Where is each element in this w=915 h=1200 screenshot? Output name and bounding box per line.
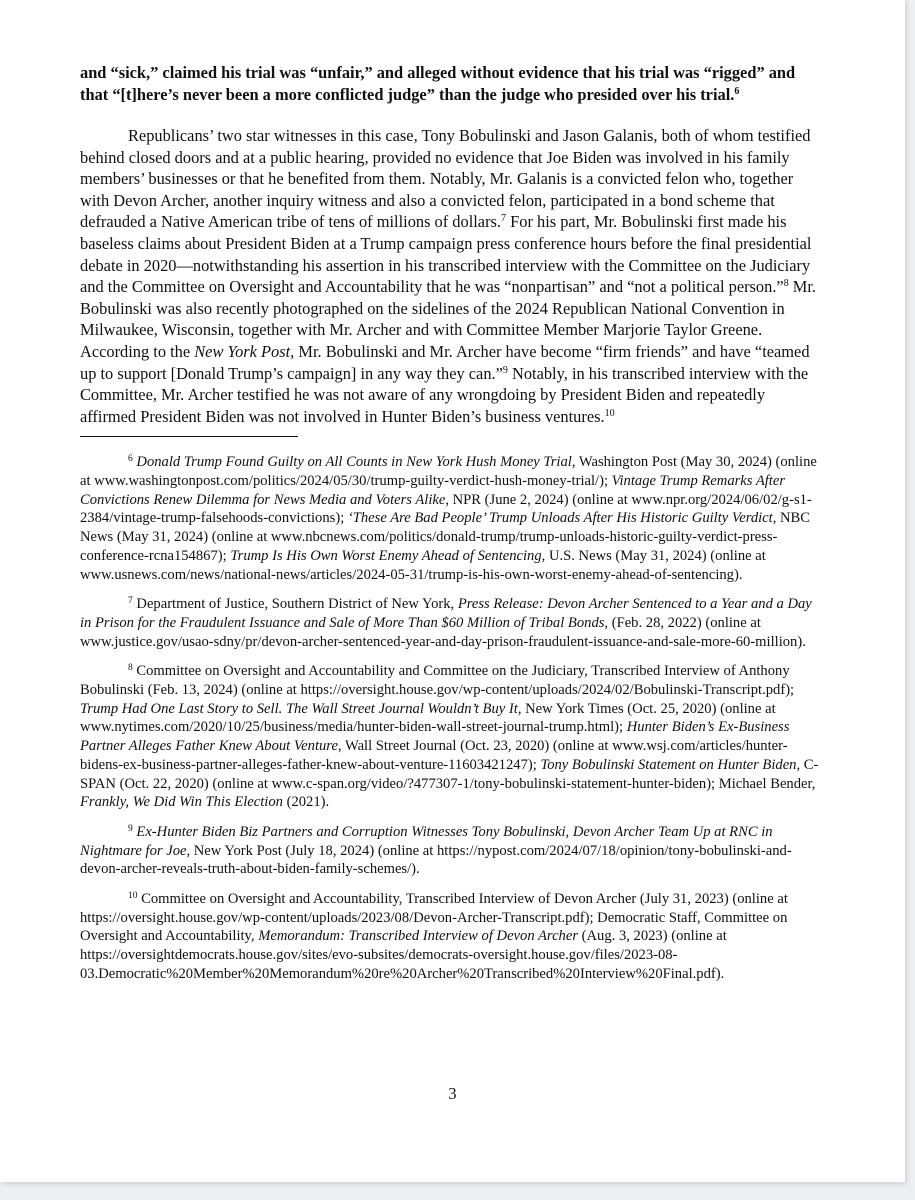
citation-text: Committee on Oversight and Accountability and Committee on the Judiciary, Transcribed Interview of Anthony Bobulinski (Feb. 13, 2024) (online at https://oversight.house.gov/wp-content/uploads/2024/02/Bobulinski-Transcript.pdf); [80, 663, 795, 699]
footnote-divider [80, 436, 298, 437]
citation-text: Committee on Oversight and Accountability, Transcribed Interview of Devon Archer (July 31, 2023) (online at https://oversight.house.gov/wp-content/uploads/2023/08/Devon-Archer-Transcript.pdf); Democratic Staff, Committee on Oversight and Accountability, [80, 891, 788, 945]
citation-text: (Feb. 28, 2022) (online at www.justice.gov/usao-sdny/pr/devon-archer-sentenced-year-and-day-prison-fraudulent-issuance-and-sale-more-60-million). [80, 614, 806, 650]
citation-text: , NPR (June 2, 2024) (online at www.npr.org/2024/06/02/g-s1-2384/vintage-trump-falsehoods-convictions); [80, 491, 812, 527]
citation-title: Ex-Hunter Biden Biz Partners and Corruption Witnesses Tony Bobulinski, Devon Archer Team Up at RNC in Nightmare for Joe [80, 823, 773, 859]
paragraph-trial-remarks [80, 62, 820, 105]
paragraph-text: Notably, in his transcribed interview with the Committee, Mr. Archer testified he was not aware of any wrongdoing by President Biden and repeatedly affirmed President Biden was not involved in Hunter Biden’s business ventures. [80, 363, 809, 426]
footnote-9 [80, 823, 820, 879]
footnote-10 [80, 890, 820, 984]
footnote-ref-10[interactable]: 10 [604, 407, 615, 419]
citation-text: , New York Times (Oct. 25, 2020) (online at www.nytimes.com/2020/10/25/business/media/hunter-biden-wall-street-journal-trump.html); [80, 700, 776, 736]
citation-text: (Aug. 3, 2023) (online at https://oversightdemocrats.house.gov/sites/evo-subsites/democrats-oversight.house.gov/files/2023-08-03.Democratic%20Member%20Memorandum%20re%20Archer%20Transcribed%20Interview%20Final.pdf). [80, 928, 727, 982]
page-content [80, 62, 820, 984]
footnote-ref-6[interactable]: 6 [734, 85, 740, 97]
publication-title: New York Post, [194, 341, 295, 361]
citation-title: Hunter Biden’s Ex-Business Partner Alleges Father Knew About Venture [80, 719, 790, 755]
citation-text: , NBC News (May 31, 2024) (online at www.nbcnews.com/politics/donald-trump/trump-unloads-historic-guilty-verdict-press-conference-rcna154867); [80, 510, 811, 564]
footnote-number: 7 [128, 596, 133, 607]
footnote-8 [80, 662, 820, 812]
citation-title: Frankly, We Did Win This Election [80, 794, 283, 811]
citation-title: Press Release: Devon Archer Sentenced to a Year and a Day in Prison for the Fraudulent Issuance and Sale of More Than $60 Million of Tribal Bonds, [80, 596, 812, 631]
citation-text: , Wall Street Journal (Oct. 23, 2020) (online at www.wsj.com/articles/hunter-bidens-ex-business-partner-alleges-father-knew-about-venture-11603421247); [80, 738, 788, 773]
citation-title: Vintage Trump Remarks After Convictions Renew Dilemma for News Media and Voters Alike [80, 473, 786, 508]
footnote-6 [80, 453, 820, 584]
footnote-ref-9[interactable]: 9 [502, 364, 508, 376]
paragraph-text: and “sick,” claimed his trial was “unfair,” and alleged without evidence that his trial was “rigged” and that “[t]here’s never been a more conflicted judge” than the judge who presided over his trial. [80, 63, 796, 104]
paragraph-text: Mr. Bobulinski was also recently photographed on the sidelines of the 2024 Republican National Convention in Milwaukee, Wisconsin, together with Mr. Archer and with Committee Member Marjorie Taylor Greene. According to the [80, 277, 817, 361]
paragraph-text: For his part, Mr. Bobulinski first made his baseless claims about President Biden at a Trump campaign press conference hours before the final presidential debate in 2020—notwithstanding his assertion in his transcribed interview with the Committee on the Judiciary and the Committee on Oversight and Accountability that he was “nonpartisan” and “not a political person.” [80, 212, 812, 297]
citation-title: Trump Had One Last Story to Sell. The Wall Street Journal Wouldn’t Buy It [80, 700, 518, 717]
paragraph-text: Republicans’ two star witnesses in this case, Tony Bobulinski and Jason Galanis, both of whom testified behind closed doors and at a public hearing, provided no evidence that Joe Biden was involved in his family members’ businesses or that he benefited from them. Notably, Mr. Galanis is a convicted felon who, together with Devon Archer, another inquiry witness and also a convicted felon, participated in a bond scheme that defrauded a Native American tribe of tens of millions of dollars. [80, 126, 811, 232]
footnote-ref-7[interactable]: 7 [501, 213, 507, 225]
footnote-7 [80, 595, 820, 651]
footnote-number: 8 [128, 663, 133, 674]
footnote-ref-8[interactable]: 8 [783, 278, 789, 290]
citation-text: , U.S. News (May 31, 2024) (online at www.usnews.com/news/national-news/articles/2024-05-31/trump-is-his-own-worst-enemy-ahead-of-sentencing). [80, 547, 766, 583]
citation-title: Donald Trump Found Guilty on All Counts in New York Hush Money Trial, [136, 454, 576, 471]
citation-text: C-SPAN (Oct. 22, 2020) (online at www.c-span.org/video/?477307-1/tony-bobulinski-statement-hunter-biden); Michael Bender, [80, 756, 819, 792]
footnote-number: 10 [128, 891, 138, 902]
citation-title: Memorandum: Transcribed Interview of Devon Archer [258, 928, 578, 945]
citation-title: Trump Is His Own Worst Enemy Ahead of Sentencing [230, 547, 542, 564]
footnote-number: 9 [128, 823, 133, 834]
page-number: 3 [448, 1084, 457, 1103]
citation-title: Tony Bobulinski Statement on Hunter Biden, [540, 756, 801, 773]
paragraph-text: Mr. Bobulinski and Mr. Archer have become “firm friends” and have “teamed up to support [Donald Trump’s campaign] in any way they can.” [80, 341, 810, 383]
citation-title: ‘These Are Bad People’ Trump Unloads After His Historic Guilty Verdict [347, 510, 773, 527]
citation-text: Washington Post (May 30, 2024) (online at www.washingtonpost.com/politics/2024/05/30/trump-guilty-verdict-hush-money-trial/); [80, 454, 817, 490]
citation-text: , New York Post (July 18, 2024) (online at https://nypost.com/2024/07/18/opinion/tony-bobulinski-and-devon-archer-reveals-truth-about-biden-family-schemes/). [80, 842, 792, 878]
paragraph-witnesses [80, 125, 820, 427]
footnote-number: 6 [128, 454, 133, 465]
citation-text: Department of Justice, Southern District of New York, [132, 596, 458, 613]
citation-text: (2021). [282, 794, 330, 811]
